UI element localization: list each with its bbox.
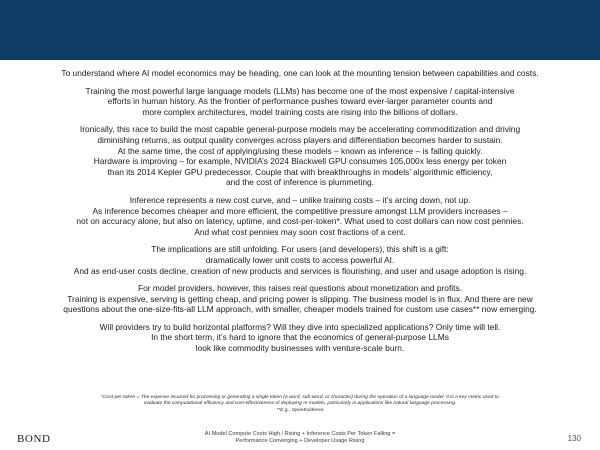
text-line: As inference becomes cheaper and more efficient, the competitive pressure amongst LLM providers increases – xyxy=(92,205,508,216)
footer-caption-line: AI Model Compute Costs High / Rising + Inference Costs Per Token Falling = xyxy=(204,431,396,437)
text-line: In the short term, it’s hard to ignore that the economics of general-purpose LLMs xyxy=(151,332,449,343)
text-line: Training is expensive, serving is getting cheap, and pricing power is slipping. The business model is in flux. And there are new xyxy=(67,293,533,304)
text-line: Training the most powerful large language models (LLMs) has become one of the most expensive / capital-intensive xyxy=(85,85,515,96)
text-line: not on accuracy alone, but also on latency, uptime, and cost-per-token*. What used to cost dollars can now cost pennies. xyxy=(76,216,524,227)
paragraph xyxy=(6,68,594,79)
paragraph xyxy=(6,124,594,188)
paragraph xyxy=(6,86,594,118)
page-number: 130 xyxy=(567,434,581,443)
paragraph xyxy=(6,195,594,237)
paragraph xyxy=(6,322,594,354)
paragraph xyxy=(6,244,594,276)
brand-logo: BOND xyxy=(17,433,51,445)
text-line: Ironically, this race to build the most capable general-purpose models may be accelerating commoditization and driving xyxy=(79,124,521,135)
footnote-line: evaluate the computational efficiency and cost-effectiveness of deploying AI models, particularly in applications like natural language processing. xyxy=(143,401,457,407)
text-line: Inference represents a new cost curve, and – unlike training costs – it’s arcing down, not up. xyxy=(129,194,471,205)
text-line: than its 2014 Kepler GPU predecessor. Couple that with breakthroughs in models’ algorithmic efficiency, xyxy=(107,166,493,177)
footer-caption xyxy=(150,431,450,446)
text-line: and the cost of inference is plummeting. xyxy=(225,177,375,188)
text-line: efforts in human history. As the frontier of performance pushes toward ever-larger parameter counts and xyxy=(107,96,493,107)
text-line: For model providers, however, this raises real questions about monetization and profits. xyxy=(138,283,462,294)
body-text xyxy=(6,68,594,361)
text-line: diminishing returns, as output quality converges across players and differentiation becomes harder to sustain. xyxy=(97,134,503,145)
text-line: The implications are still unfolding. For users (and developers), this shift is a gift: xyxy=(151,244,449,255)
footnote-line: **E.g., OpenEvidence xyxy=(276,407,324,413)
header-banner xyxy=(0,0,600,60)
text-line: And as end-user costs decline, creation of new products and services is flourishing, and user and usage adoption is rising. xyxy=(73,265,527,276)
text-line: look like commodity businesses with venture-scale burn. xyxy=(195,343,405,354)
text-line: And what cost pennies may soon cost fractions of a cent. xyxy=(194,226,406,237)
footer-caption-line: Performance Converging + Developer Usage Rising xyxy=(235,438,365,445)
text-line: more complex architectures, model training costs are rising into the billions of dollars. xyxy=(142,106,458,117)
text-line: Hardware is improving – for example, NVIDIA’s 2024 Blackwell GPU consumes 105,000x less energy per token xyxy=(93,156,507,167)
text-line: To understand where AI model economics may be heading, one can look at the mounting tension between capabilities and costs. xyxy=(61,68,539,78)
text-line: dramatically lower unit costs to access powerful AI. xyxy=(205,254,395,265)
text-line: Will providers try to build horizontal platforms? Will they dive into specialized applications? Only time will tell. xyxy=(99,321,501,332)
text-line: questions about the one-size-fits-all LLM approach, with smaller, cheaper models trained for custom use cases** now emerging. xyxy=(63,304,537,315)
footnote-line: *Cost-per-token = The expense incurred for processing or generating a single token (a word, sub-word, or character) during the operation of a language model. It is a key metric used to xyxy=(101,395,499,400)
paragraph xyxy=(6,283,594,315)
text-line: At the same time, the cost of applying/using these models – known as inference – is falling quickly. xyxy=(117,145,483,156)
footnotes xyxy=(20,395,580,414)
footer xyxy=(0,430,600,450)
